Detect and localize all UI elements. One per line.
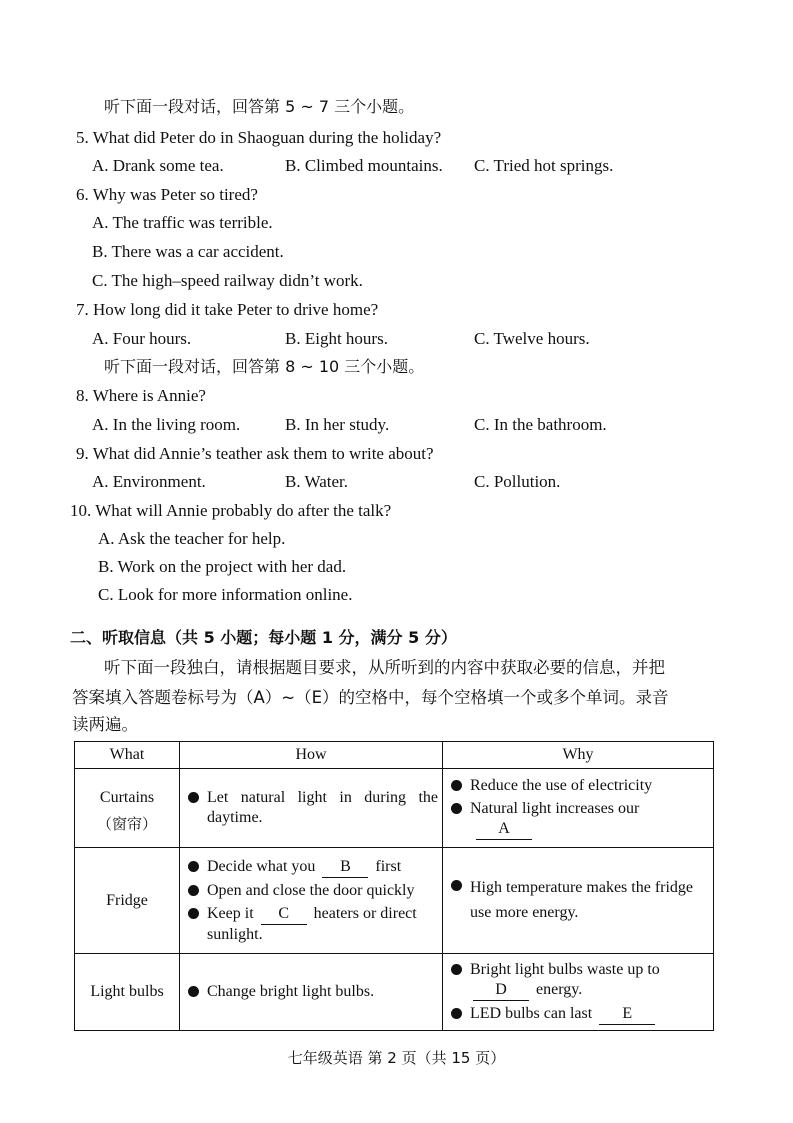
- q9-option-b: B. Water.: [285, 472, 349, 491]
- fridge-how-item-3: [186, 904, 438, 945]
- bullet-icon: [451, 964, 462, 975]
- q7-option-b: B. Eight hours.: [285, 329, 388, 348]
- section2-instruction-1: 听下面一段独白，请根据题目要求，从所听到的内容中获取必要的信息，并把: [104, 658, 665, 677]
- page-footer: 七年级英语 第 2 页（共 15 页）: [287, 1049, 506, 1067]
- bullet-icon: [451, 780, 462, 791]
- fridge-why-item: [449, 876, 709, 926]
- q10-option-a: A. Ask the teacher for help.: [98, 529, 286, 548]
- curtains-why-text-1: Reduce the use of electricity: [470, 777, 653, 794]
- table-row-light-bulbs: [75, 954, 714, 1031]
- q7-stem: 7. How long did it take Peter to drive home?: [76, 300, 379, 319]
- curtains-why-item-2: [449, 799, 709, 840]
- fridge-how-cell: [180, 848, 443, 954]
- q5-option-b: B. Climbed mountains.: [285, 156, 443, 175]
- bullet-icon: [188, 792, 199, 803]
- q6-option-b: B. There was a car accident.: [92, 242, 284, 261]
- q9-option-a: A. Environment.: [92, 472, 206, 491]
- bullet-icon: [188, 885, 199, 896]
- curtains-how-item: [186, 788, 438, 828]
- blank-b[interactable]: B: [322, 857, 368, 878]
- fridge-how-text-3: Keep it C heaters or direct sunlight.: [207, 904, 417, 943]
- fridge-how-item-2: [186, 881, 438, 901]
- q7-option-c: C. Twelve hours.: [474, 329, 590, 348]
- table-row-curtains: [75, 769, 714, 848]
- bullet-icon: [451, 880, 462, 891]
- q10-stem: 10. What will Annie probably do after the talk?: [70, 501, 392, 520]
- bullet-icon: [188, 908, 199, 919]
- light-bulbs-why-text-1: Bright light bulbs waste up to D energy.: [470, 960, 660, 1001]
- light-bulbs-why-cell: [443, 954, 714, 1031]
- fridge-cell: [75, 848, 180, 954]
- section2-instruction-2: 答案填入答题卷标号为（A）~（E）的空格中，每个空格填一个或多个单词。录音: [72, 688, 669, 707]
- fridge-how-item-1: [186, 857, 438, 878]
- curtains-label: Curtains: [99, 788, 155, 806]
- q6-stem: 6. Why was Peter so tired?: [76, 185, 258, 204]
- q7-option-a: A. Four hours.: [92, 329, 192, 348]
- q8-option-b: B. In her study.: [285, 415, 390, 434]
- fridge-why-cell: [443, 848, 714, 954]
- q8-stem: 8. Where is Annie?: [76, 386, 206, 405]
- curtains-how-text: Let natural light in during the daytime.: [207, 789, 438, 826]
- blank-d[interactable]: D: [473, 980, 529, 1001]
- fridge-why-text: High temperature makes the fridge use more energy.: [470, 878, 694, 921]
- blank-c[interactable]: C: [261, 904, 307, 925]
- table-row-fridge: [75, 848, 714, 954]
- light-bulbs-how-item: [186, 982, 438, 1002]
- blank-a[interactable]: A: [476, 819, 532, 840]
- curtains-how-cell: [180, 769, 443, 848]
- curtains-cell: [75, 769, 180, 848]
- q8-option-a: A. In the living room.: [92, 415, 241, 434]
- light-bulbs-why-item-2: [449, 1004, 709, 1025]
- header-why: Why: [443, 742, 714, 769]
- header-what: What: [75, 742, 180, 769]
- q5-option-c: C. Tried hot springs.: [474, 156, 614, 175]
- bullet-icon: [451, 803, 462, 814]
- bullet-icon: [451, 1008, 462, 1019]
- light-bulbs-how-text: Change bright light bulbs.: [207, 983, 375, 1000]
- light-bulbs-how-cell: [180, 954, 443, 1031]
- intro-8-10: 听下面一段对话，回答第 8 ~ 10 三个小题。: [104, 357, 425, 376]
- light-bulbs-cell: [75, 954, 180, 1031]
- fridge-how-text-1: Decide what you B first: [207, 857, 401, 878]
- fridge-how-text-2: Open and close the door quickly: [207, 881, 415, 899]
- table-header-row: [75, 742, 714, 769]
- bullet-icon: [188, 861, 199, 872]
- intro-5-7: 听下面一段对话，回答第 5 ~ 7 三个小题。: [104, 97, 415, 116]
- curtains-label-cn: （窗帘）: [96, 814, 157, 833]
- q8-option-c: C. In the bathroom.: [474, 415, 607, 434]
- q6-option-c: C. The high–speed railway didn’t work.: [92, 271, 363, 290]
- q5-stem: 5. What did Peter do in Shaoguan during the holiday?: [76, 128, 442, 147]
- light-bulbs-why-item-1: [449, 960, 709, 1001]
- bullet-icon: [188, 986, 199, 997]
- section2-heading: 二、听取信息（共 5 小题；每小题 1 分，满分 5 分）: [70, 628, 457, 647]
- fridge-label: Fridge: [106, 891, 148, 909]
- header-how: How: [180, 742, 443, 769]
- q10-option-b: B. Work on the project with her dad.: [98, 557, 347, 576]
- curtains-why-cell: [443, 769, 714, 848]
- light-bulbs-why-text-2: LED bulbs can last E: [470, 1004, 658, 1025]
- curtains-why-item-1: [449, 776, 709, 796]
- info-table: [74, 741, 714, 1031]
- section2-instruction-3: 读两遍。: [72, 715, 138, 734]
- q10-option-c: C. Look for more information online.: [98, 585, 353, 604]
- q5-option-a: A. Drank some tea.: [92, 156, 224, 175]
- q9-option-c: C. Pollution.: [474, 472, 561, 491]
- q6-option-a: A. The traffic was terrible.: [92, 213, 273, 232]
- curtains-why-text-2: Natural light increases our A: [470, 799, 639, 840]
- light-bulbs-label: Light bulbs: [90, 983, 164, 1000]
- q9-stem: 9. What did Annie’s teather ask them to write about?: [76, 444, 434, 463]
- blank-e[interactable]: E: [599, 1004, 655, 1025]
